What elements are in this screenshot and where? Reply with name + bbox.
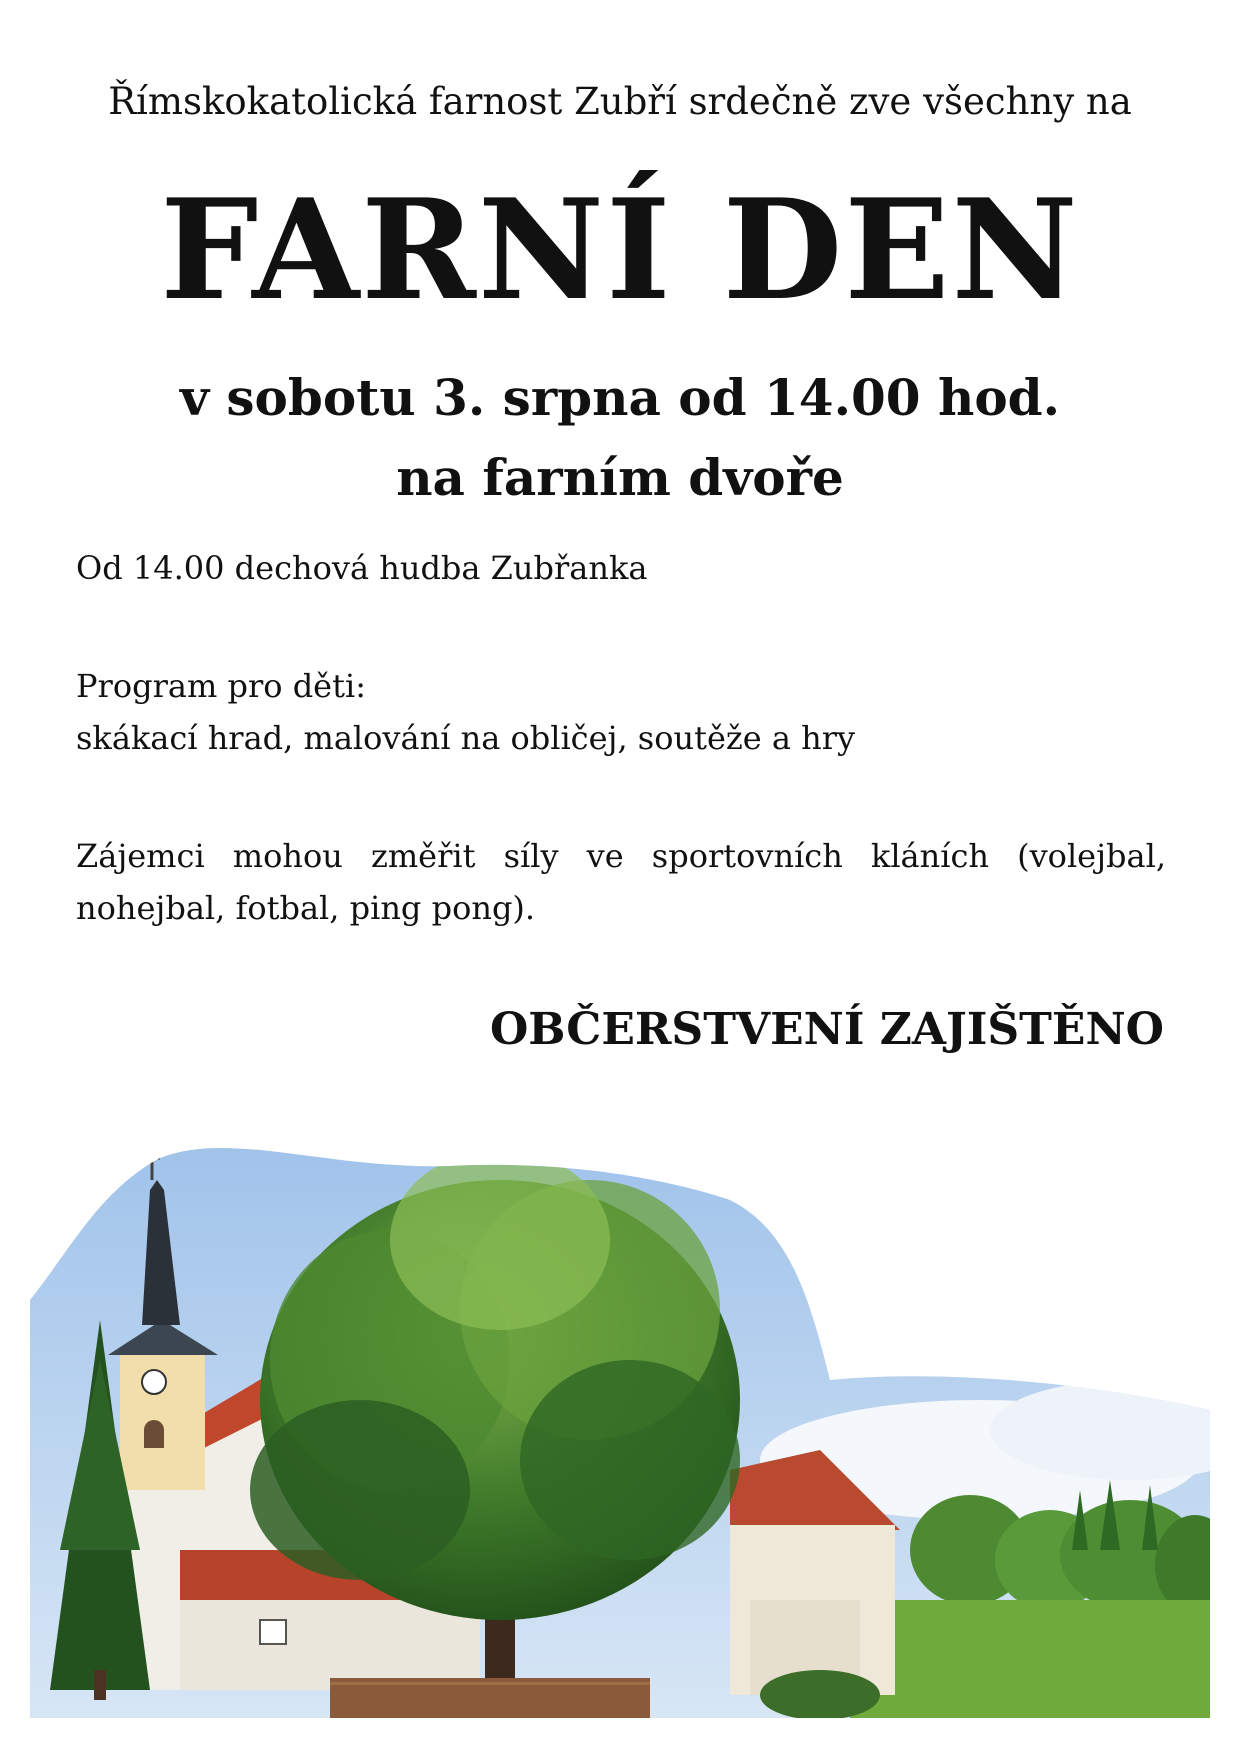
- event-date-time: v sobotu 3. srpna od 14.00 hod.: [179, 368, 1061, 427]
- church-photo: [30, 1130, 1210, 1718]
- sports-program-line-1: Zájemci mohou změřit síly ve sportovních kláních (volejbal,: [76, 837, 1166, 875]
- event-title: FARNÍ DEN: [160, 168, 1080, 331]
- event-location: na farním dvoře: [396, 448, 844, 507]
- clock-icon: [142, 1370, 166, 1394]
- sports-program-line-2: nohejbal, fotbal, ping pong).: [76, 889, 536, 927]
- sports-program-block: [76, 830, 1166, 934]
- kids-program-heading: Program pro děti:: [76, 667, 366, 705]
- grass: [850, 1600, 1210, 1718]
- kids-program-block: [76, 660, 1166, 764]
- bushes: [760, 1670, 880, 1718]
- church-tower: [120, 1350, 205, 1490]
- wooden-fence: [330, 1678, 650, 1718]
- music-program: Od 14.00 dechová hudba Zubřanka: [76, 549, 648, 587]
- invitation-intro: Římskokatolická farnost Zubří srdečně zve všechny na: [108, 80, 1132, 123]
- kids-program-list: skákací hrad, malování na obličej, soutěže a hry: [76, 719, 856, 757]
- refreshments-notice: OBČERSTVENÍ ZAJIŠTĚNO: [489, 1004, 1164, 1055]
